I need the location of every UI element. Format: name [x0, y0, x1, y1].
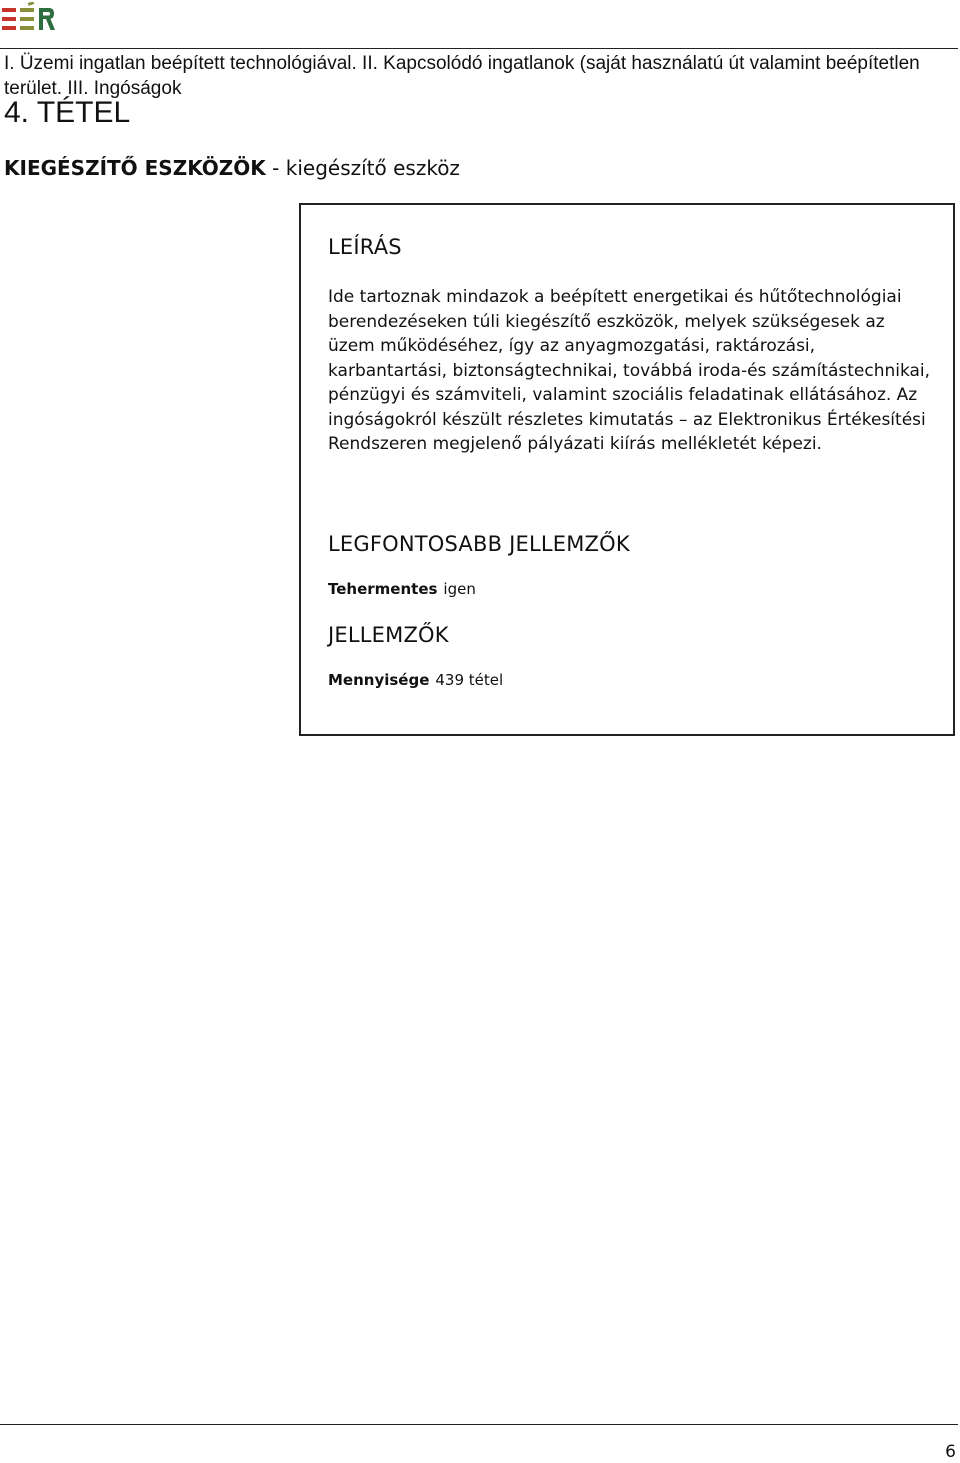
tehermentes-label: Tehermentes [328, 580, 438, 598]
features-heading: JELLEMZŐK [328, 623, 449, 647]
category-heading [4, 154, 460, 182]
header-rule [0, 48, 958, 49]
footer-rule [0, 1424, 958, 1425]
breadcrumb-path: I. Üzemi ingatlan beépített technológiával. II. Kapcsolódó ingatlanok (saját használatú út valamint beépítetlen terület. III. Ingóságok [4, 53, 920, 99]
mennyisege-label: Mennyisége [328, 671, 430, 689]
category-sub: - kiegészítő eszköz [265, 156, 460, 180]
page-title: 4. TÉTEL [4, 96, 131, 129]
key-features-heading: LEGFONTOSABB JELLEMZŐK [328, 532, 630, 556]
item-details-box [299, 203, 955, 736]
leiras-heading: LEÍRÁS [328, 235, 402, 259]
page-number: 6 [945, 1442, 956, 1462]
category-main: KIEGÉSZÍTŐ ESZKÖZÖK [4, 156, 266, 180]
mennyisege-value: 439 tétel [435, 671, 504, 689]
mennyisege-row [328, 669, 503, 691]
description-text: Ide tartoznak mindazok a beépített energetikai és hűtőtechnológiai berendezéseken túli kiegészítő eszközök, melyek szükségesek az üzem működéséhez, így az anyagmozgatási, raktározási, karbantartási, biztonságtechnikai, továbbá iroda-és számítástechnikai, pénzügyi és számviteli, valamint szociális feladatinak ellátásához. Az ingóságokról készült részletes kimutatás – az Elektronikus Értékesítési Rendszeren megjelenő pályázati kiírás mellékletét képezi. [328, 287, 931, 454]
tehermentes-row [328, 578, 476, 600]
eer-logo-icon [2, 2, 62, 36]
tehermentes-value: igen [443, 580, 476, 598]
